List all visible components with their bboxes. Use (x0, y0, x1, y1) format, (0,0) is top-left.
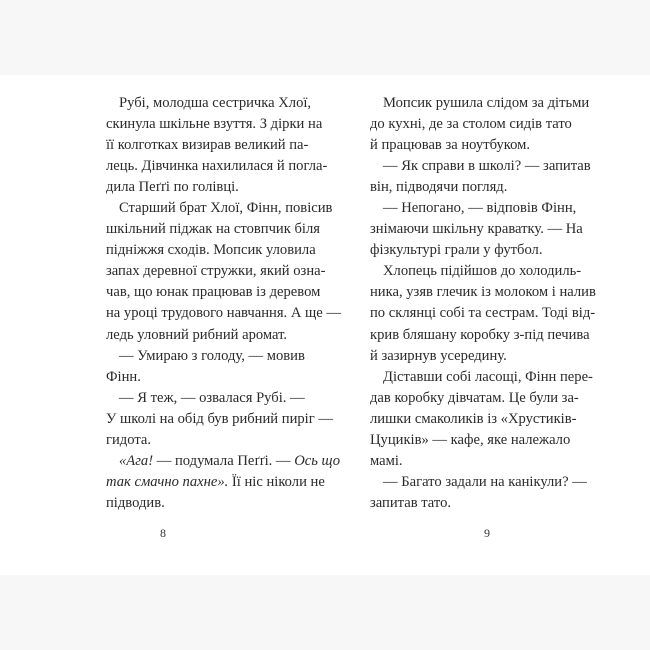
text-segment: Старший брат Хлої, Фінн, повісив (119, 200, 333, 217)
right-page-text (370, 93, 596, 514)
text-segment: ледь уловний рибний аромат. (106, 326, 288, 343)
text-segment: гидота. (106, 431, 152, 448)
text-line (106, 282, 321, 303)
text-segment: Діставши собі ласощі, Фінн пере- (383, 368, 593, 385)
text-segment: лишки смаколиків із «Хрустиків- (370, 410, 577, 427)
text-line (106, 451, 340, 472)
text-line (370, 114, 572, 135)
text-segment: мамі. (370, 452, 403, 469)
text-line (370, 346, 555, 367)
book-spread (0, 75, 650, 575)
text-line (370, 261, 582, 282)
text-segment: лець. Дівчинка нахилилася й погла- (106, 158, 328, 175)
text-line (106, 261, 326, 282)
text-line (370, 325, 590, 346)
text-line (370, 430, 571, 451)
text-line (370, 135, 555, 156)
text-line (370, 472, 587, 493)
text-segment: скинула шкільне взуття. З дірки на (106, 116, 323, 133)
text-line (106, 114, 323, 135)
text-segment: запах деревної стружки, який озна- (106, 263, 326, 280)
text-line (370, 388, 579, 409)
text-segment: знімаючи шкільну краватку. — На (370, 221, 583, 238)
text-segment: — Багато задали на канікули? — (383, 473, 587, 490)
text-line (106, 472, 325, 493)
text-segment: Цуциків» — кафе, яке належало (370, 431, 571, 448)
text-segment: Рубі, молодша сестричка Хлої, (119, 95, 312, 111)
text-segment: він, підводячи погляд. (370, 179, 508, 196)
text-segment: шкільний піджак на стовпчик біля (106, 221, 320, 238)
italic-text: «Ага! (119, 452, 154, 469)
left-page-text (106, 93, 341, 514)
text-line (370, 93, 590, 114)
text-line (106, 135, 309, 156)
text-segment: — подумала Пеґґі. — (153, 452, 295, 469)
left-page-number: 8 (160, 526, 166, 540)
text-line (106, 346, 305, 367)
text-segment: — Я теж, — озвалася Рубі. — (119, 389, 305, 406)
text-line (106, 367, 291, 388)
text-line (106, 303, 341, 324)
text-line (370, 367, 593, 388)
text-segment: й зазирнув усередину. (370, 347, 507, 364)
text-line (106, 409, 333, 430)
text-line (106, 325, 291, 346)
text-line (370, 493, 555, 514)
text-line (106, 388, 305, 409)
text-segment: й працював за ноутбуком. (370, 137, 531, 154)
text-line (370, 409, 577, 430)
text-segment: ника, узяв глечик із молоком і налив (370, 284, 596, 301)
italic-text: так смачно пахне». (106, 473, 229, 490)
text-line (370, 219, 583, 240)
text-line (106, 93, 312, 114)
text-line (370, 177, 555, 198)
text-segment: У школі на обід був рибний пиріг — (106, 410, 333, 427)
text-segment: підводив. (106, 494, 165, 511)
italic-text: Ось що (294, 452, 340, 469)
text-segment: крив бляшану коробку з-під печива (370, 326, 590, 343)
text-segment: її колготках визирав великий па- (106, 137, 309, 154)
text-line (106, 177, 291, 198)
text-line (370, 451, 555, 472)
text-line (370, 282, 596, 303)
text-segment: чав, що юнак працював із деревом (106, 284, 321, 301)
text-segment: дила Пеґґі по голівці. (106, 179, 239, 196)
text-segment: по склянці собі та сестрам. Тоді від- (370, 305, 596, 322)
text-line (370, 303, 596, 324)
text-line (106, 493, 291, 514)
text-segment: Мопсик рушила слідом за дітьми (383, 95, 590, 111)
text-segment: — Умираю з голоду, — мовив (119, 347, 305, 364)
text-line (106, 198, 333, 219)
text-line (370, 240, 555, 261)
text-segment: Фінн. (106, 368, 141, 385)
text-segment: — Як справи в школі? — запитав (383, 158, 591, 175)
text-segment: на уроці трудового навчання. А ще — (106, 305, 341, 322)
text-segment: фізкультурі грали у футбол. (370, 242, 543, 259)
text-segment: Хлопець підійшов до холодиль- (383, 263, 582, 280)
text-line (106, 240, 316, 261)
text-segment: — Непогано, — відповів Фінн, (383, 200, 577, 217)
right-page-number: 9 (484, 526, 490, 540)
text-segment: до кухні, де за столом сидів тато (370, 116, 572, 133)
text-segment: запитав тато. (370, 494, 452, 511)
text-line (106, 156, 328, 177)
text-line (106, 430, 291, 451)
text-line (106, 219, 320, 240)
text-segment: дав коробку дівчатам. Це були за- (370, 389, 579, 406)
text-line (370, 198, 577, 219)
text-segment: Її ніс ніколи не (228, 473, 325, 490)
text-segment: підніжжя сходів. Мопсик уловила (106, 242, 316, 259)
text-line (370, 156, 591, 177)
